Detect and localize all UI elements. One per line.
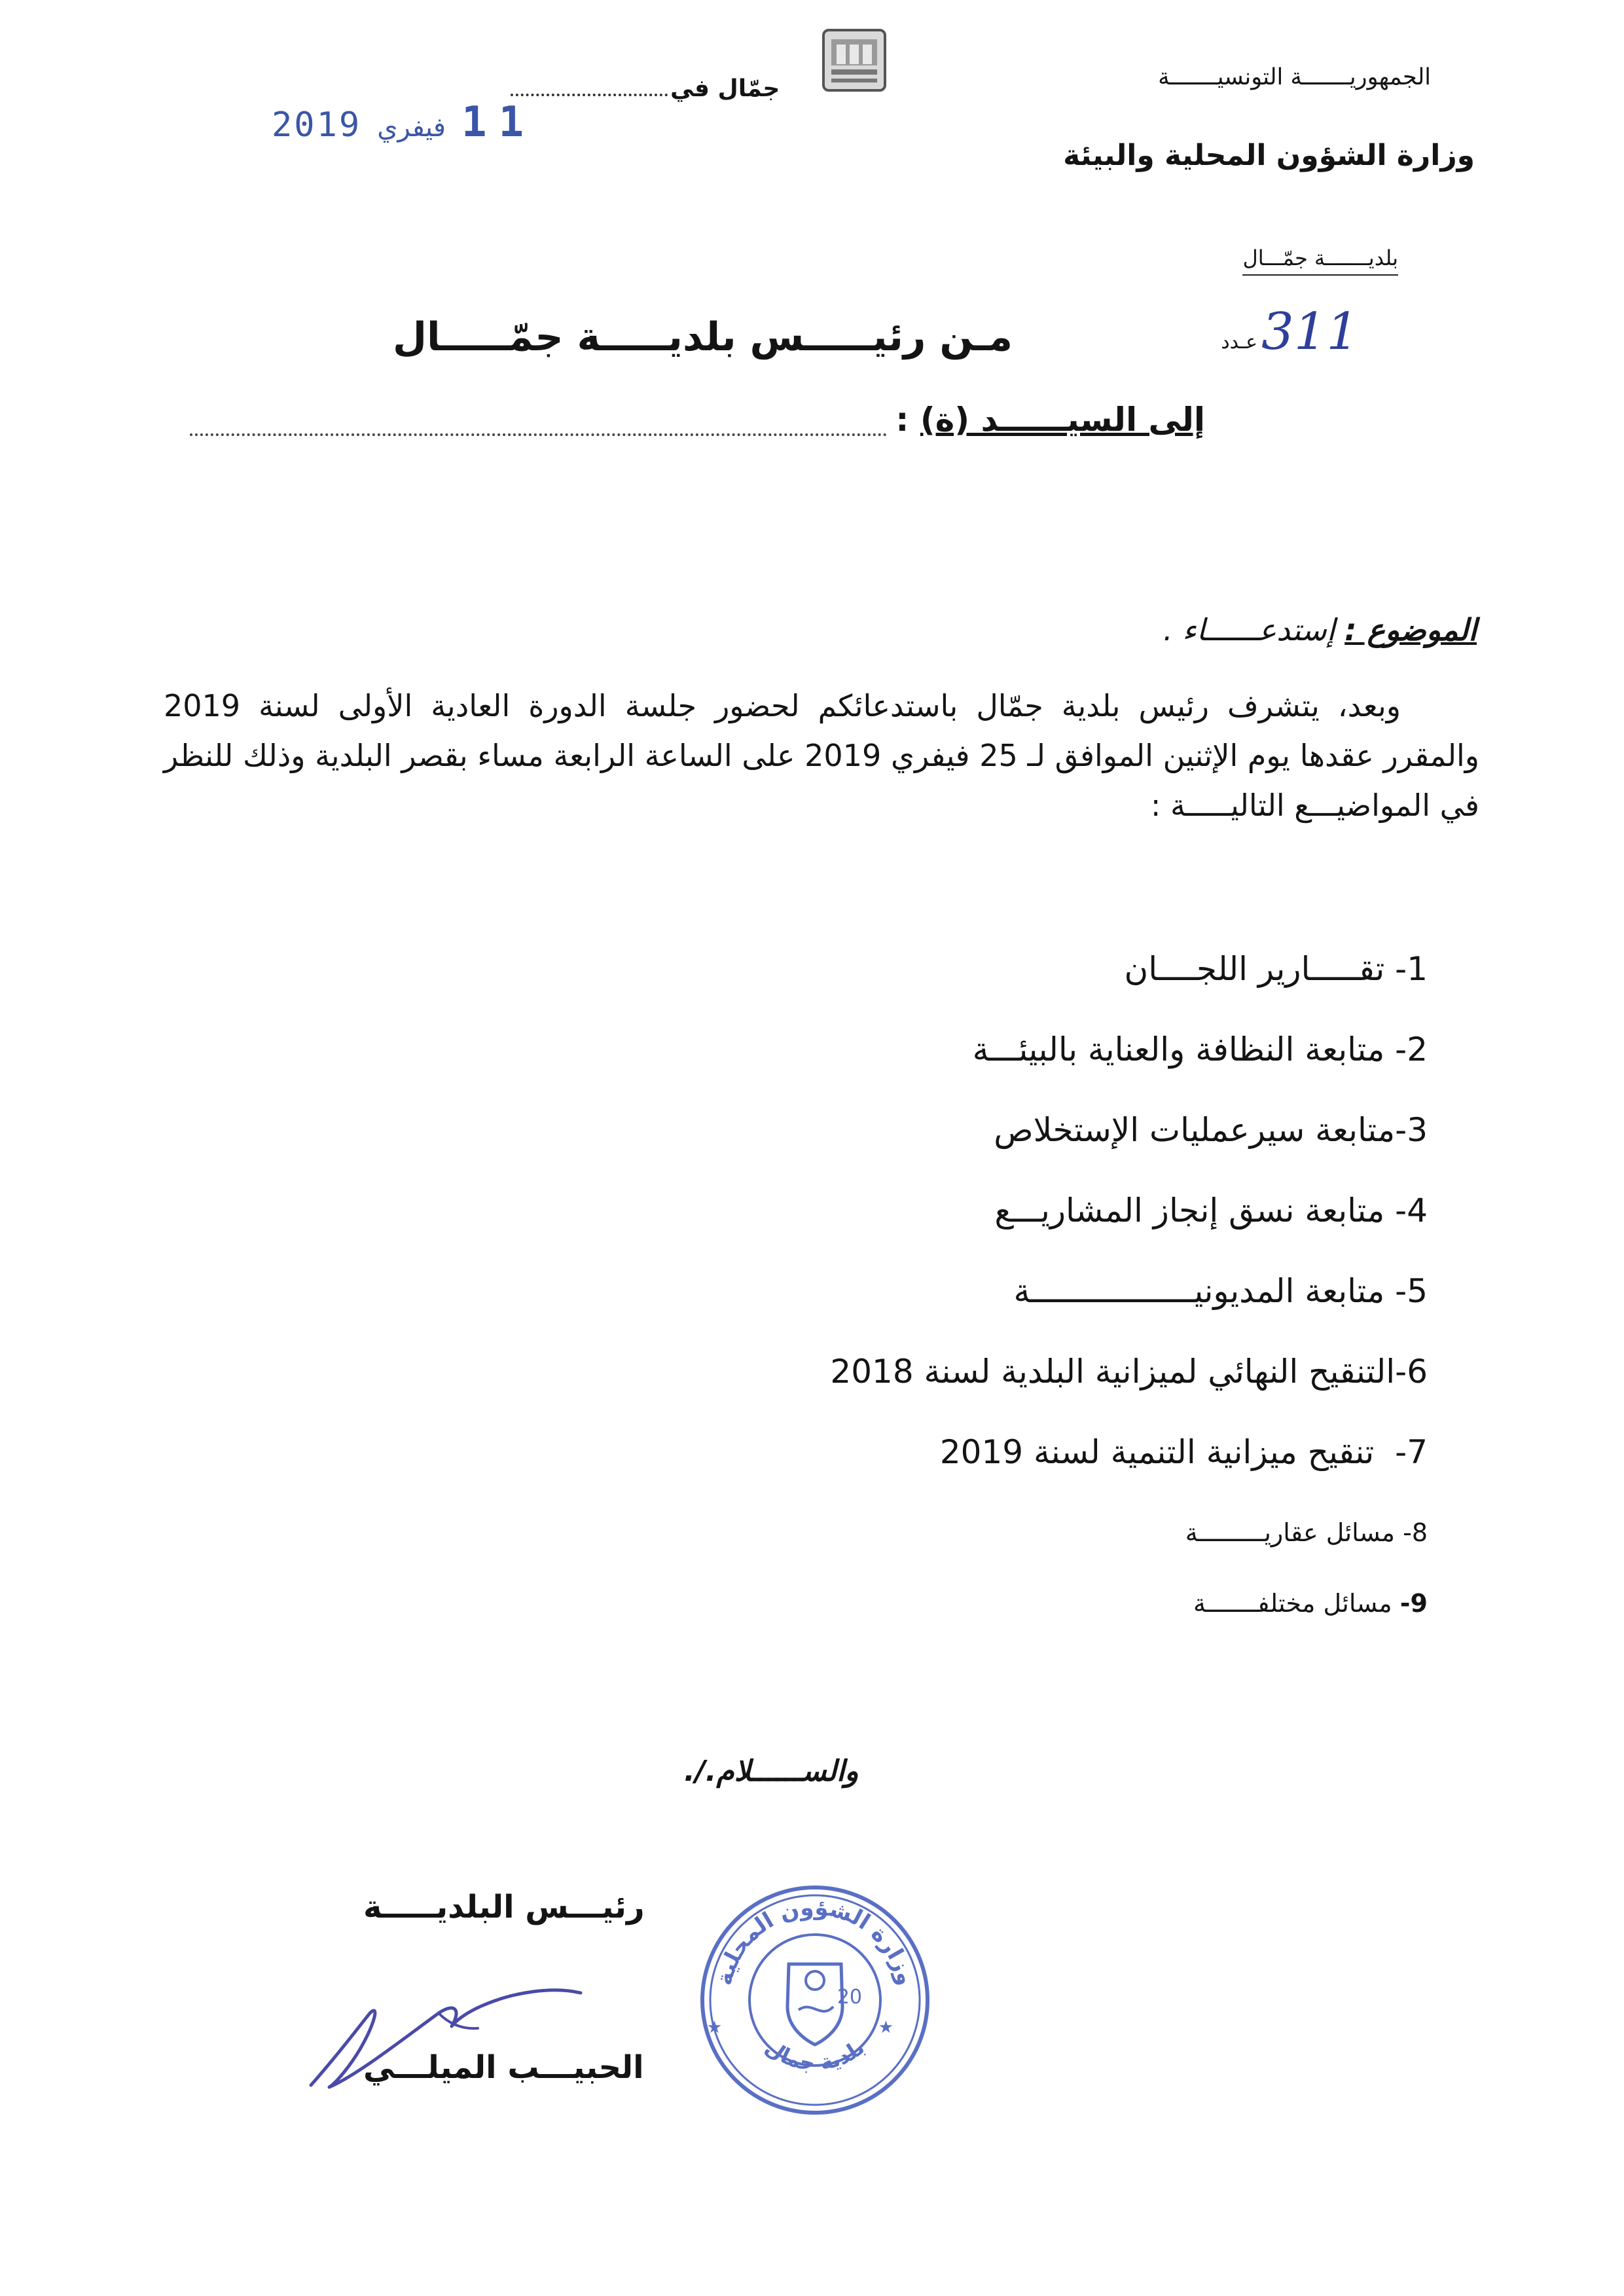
date-stamp xyxy=(272,98,535,147)
agenda-item: 7- تنقيح ميزانية التنمية لسنة 2019 xyxy=(939,1433,1428,1471)
subject-value: إستدعــــــاء . xyxy=(1163,612,1335,647)
subject-line xyxy=(1163,612,1477,647)
agenda-item: 9- مسائل مختلفـــــــة xyxy=(1193,1589,1428,1618)
body-paragraph: وبعد، يتشرف رئيس بلدية جمّال باستدعائكم لحضور جلسة الدورة العادية الأولى لسنة 2019 والمقرر عقدها يوم الإثنين الموافق لـ 25 فيفري 2019 على الساعة الرابعة مساء بقصر البلدية وذلك للنظر في المواضيـــع التاليـــــة : xyxy=(164,688,1480,823)
recipient-line xyxy=(895,401,1205,439)
agenda-item: 2- متابعة النظافة والعناية بالبيئـــة xyxy=(972,1030,1428,1068)
date-stamp-month: فيفري xyxy=(377,113,446,143)
recipient-label: إلى السيــــــد (ة) xyxy=(920,401,1205,439)
agenda-item: 1- تقـــــارير اللجــــان xyxy=(1124,950,1428,988)
signatory-title: رئيـــس البلديـــــة xyxy=(363,1889,645,1925)
reference-number: 311 xyxy=(1261,302,1359,361)
signatory-name: الحبيـــب الميلـــي xyxy=(363,2049,644,2086)
city-date-line xyxy=(511,75,780,102)
agenda-item: 4- متابعة نسق إنجاز المشاريـــع xyxy=(994,1192,1428,1230)
agenda-item: 6-التنقيح النهائي لميزانية البلدية لسنة 2018 xyxy=(830,1353,1428,1391)
republic-heading: الجمهوريـــــــة التونسيـــــــة xyxy=(1158,64,1431,90)
city-label: جمّال في xyxy=(670,75,780,102)
subject-label: الموضوع : xyxy=(1344,612,1477,647)
municipality-label: بلديـــــــة جمّـــال xyxy=(1242,246,1398,276)
recipient-dots xyxy=(190,433,887,436)
reference-label: عـدد xyxy=(1221,331,1257,354)
agenda-list xyxy=(249,943,1428,1648)
agenda-item: 8- مسائل عقاريـــــــــة xyxy=(1185,1518,1428,1547)
svg-text:★: ★ xyxy=(706,2018,722,2037)
official-seal xyxy=(691,1876,939,2124)
agenda-item: 3-متابعة سيرعمليات الإستخلاص xyxy=(994,1111,1428,1149)
svg-text:وزارة الشؤون المحلية: وزارة الشؤون المحلية xyxy=(711,1894,919,1988)
sender-line: مـن رئيـــــس بلديـــــة جمّـــــال xyxy=(393,314,1013,360)
agenda-item: 5- متابعة المديونيـــــــــــــــــة xyxy=(1013,1272,1428,1310)
recipient-colon: : xyxy=(895,401,909,439)
closing-salutation: والســــــلام./. xyxy=(684,1755,859,1788)
svg-text:بلدية جمال: بلدية جمال xyxy=(761,2034,869,2075)
svg-text:★: ★ xyxy=(878,2018,893,2037)
date-stamp-day: 11 xyxy=(461,98,536,147)
date-stamp-year: 2019 xyxy=(272,105,362,145)
municipality-logo-icon xyxy=(818,26,890,95)
svg-text:20: 20 xyxy=(837,1986,862,2009)
ministry-heading: وزارة الشؤون المحلية والبيئة xyxy=(1063,139,1475,172)
date-dots xyxy=(511,94,668,96)
